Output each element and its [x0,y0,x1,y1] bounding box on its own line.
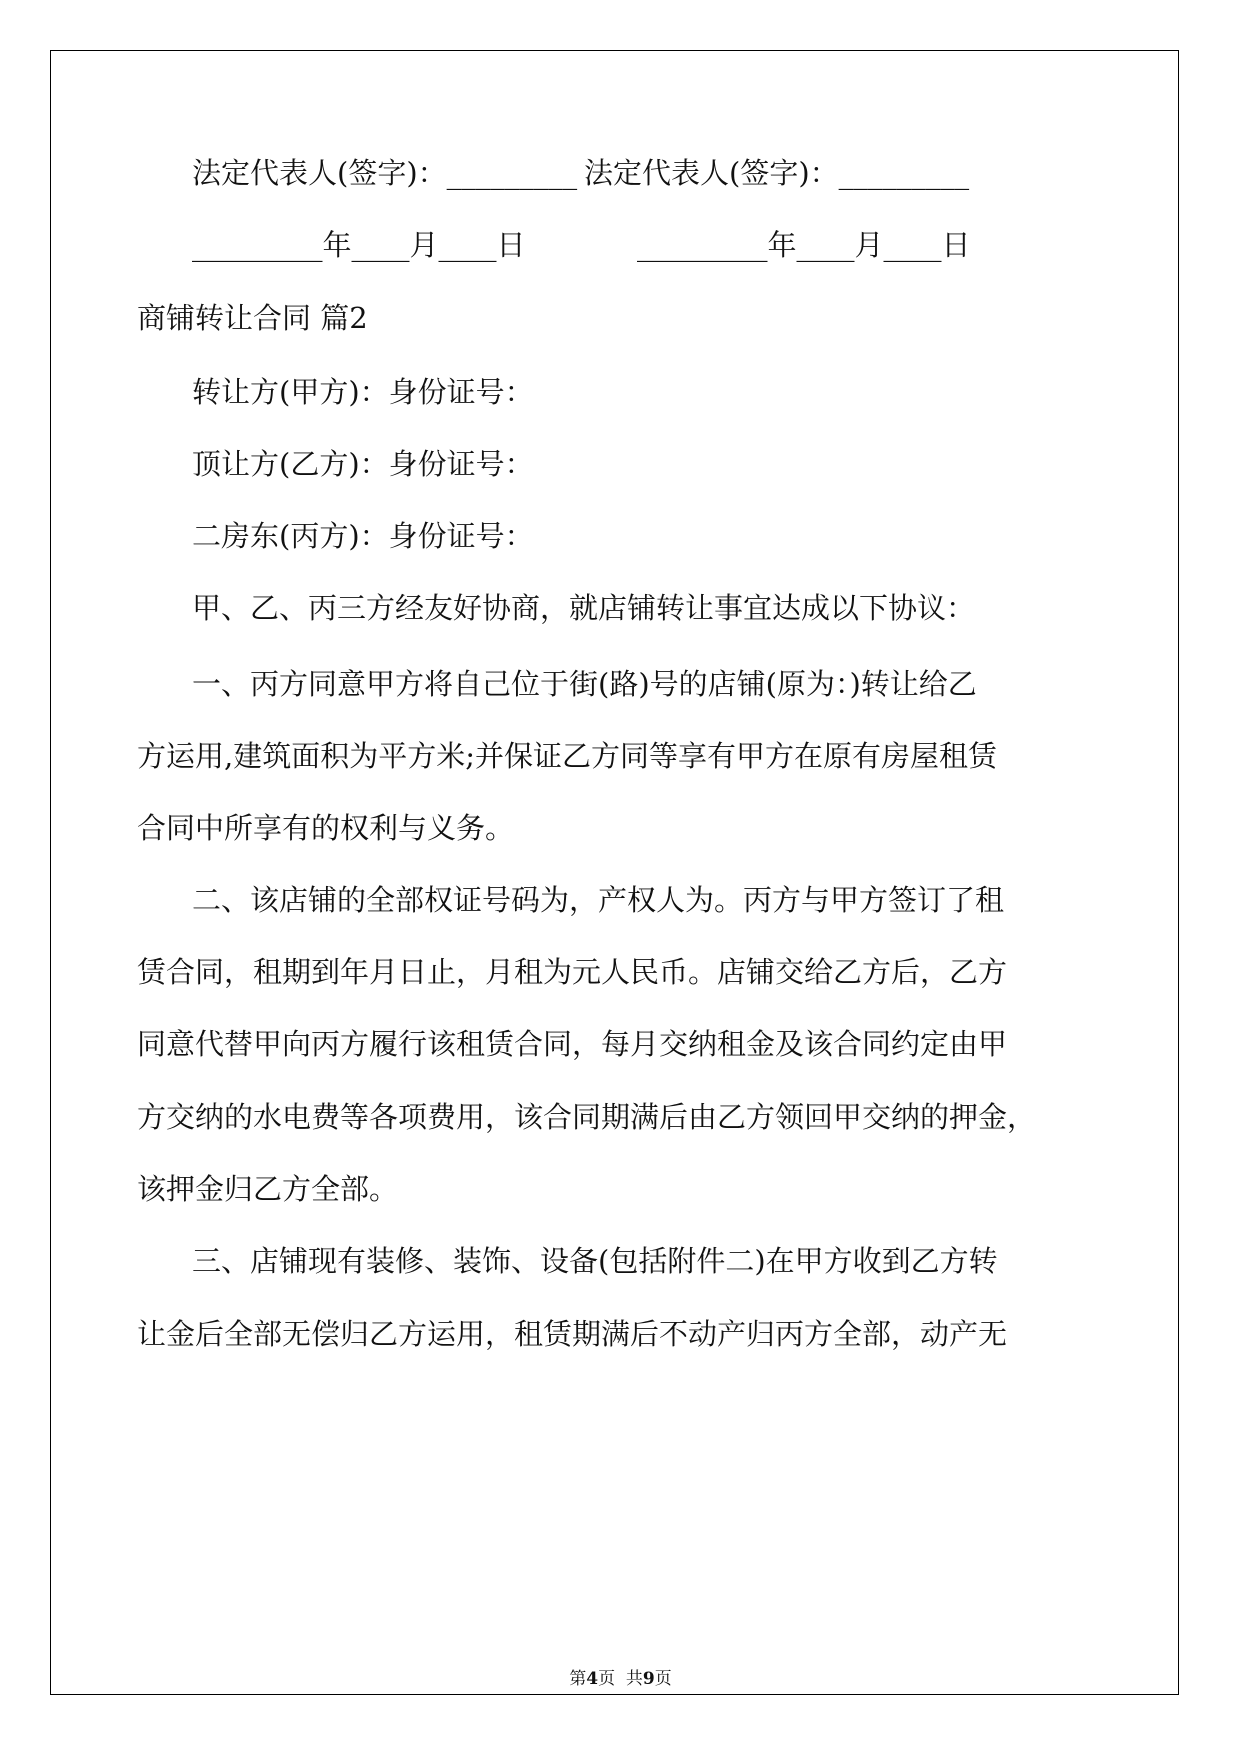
signature-left: 法定代表人(签字)：_________ [192,156,578,190]
paragraph-line: 该押金归乙方全部。 [137,1172,399,1206]
date-left: _________年____月____日 [192,228,526,262]
footer-suffix: 页 [654,1669,672,1689]
footer-prefix: 第 [569,1669,587,1689]
page-border [50,50,1179,1695]
party-sublandlord: 二房东(丙方)：身份证号： [192,519,534,553]
footer-current-page: 4 [586,1669,599,1689]
signature-right: 法定代表人(签字)：_________ [584,156,970,190]
party-transferor: 转让方(甲方)：身份证号： [192,375,534,409]
paragraph-line: 赁合同，租期到年月日止，月租为元人民币。店铺交给乙方后，乙方 [137,955,1008,989]
paragraph-line: 方交纳的水电费等各项费用，该合同期满后由乙方领回甲交纳的押金， [137,1100,1037,1134]
paragraph-line: 三、店铺现有装修、装饰、设备(包括附件二)在甲方收到乙方转 [192,1244,998,1278]
footer-middle: 页 共 [598,1669,643,1689]
paragraph-line: 方运用,建筑面积为平方米;并保证乙方同等享有甲方在原有房屋租赁 [137,739,997,773]
date-right: _________年____月____日 [637,228,971,262]
paragraph-line: 合同中所享有的权利与义务。 [137,811,515,845]
section-heading: 商铺转让合同 篇2 [137,301,368,335]
paragraph-line: 二、该店铺的全部权证号码为，产权人为。丙方与甲方签订了租 [192,883,1005,917]
paragraph-line: 同意代替甲向丙方履行该租赁合同，每月交纳租金及该合同约定由甲 [137,1027,1008,1061]
paragraph-line: 甲、乙、丙三方经友好协商，就店铺转让事宜达成以下协议： [192,591,976,625]
paragraph-line: 让金后全部无偿归乙方运用，租赁期满后不动产归丙方全部，动产无 [137,1317,1008,1351]
page-number-footer [0,1664,1241,1689]
party-transferee: 顶让方(乙方)：身份证号： [192,447,534,481]
paragraph-line: 一、丙方同意甲方将自己位于街(路)号的店铺(原为：)转让给乙 [192,667,977,701]
footer-total-pages: 9 [642,1669,655,1689]
